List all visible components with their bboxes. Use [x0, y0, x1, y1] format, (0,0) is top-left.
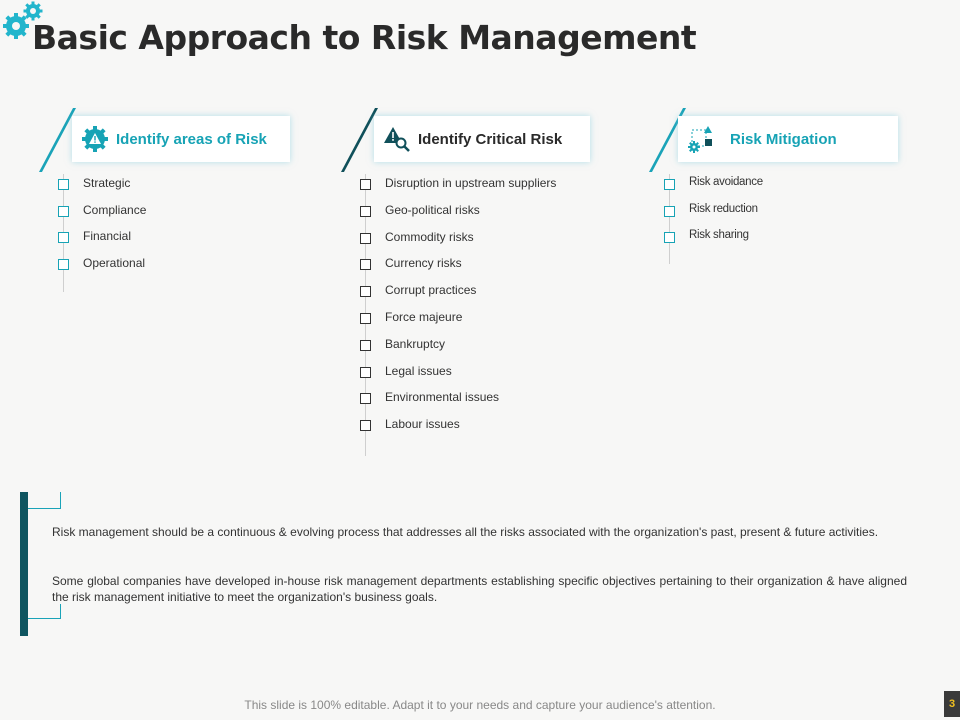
- note-paragraph: Some global companies have developed in-house risk management departments establishing specific objectives pertaining to their organization & have aligned the risk management initiative to meet the organization's business goals.: [52, 574, 907, 604]
- item-label: Currency risks: [385, 256, 462, 271]
- checkbox[interactable]: [58, 232, 69, 243]
- column-heading: Identify areas of Risk: [116, 130, 267, 148]
- checkbox[interactable]: [360, 206, 371, 217]
- checkbox[interactable]: [664, 232, 675, 243]
- checkbox[interactable]: [360, 340, 371, 351]
- note-corner: [28, 508, 60, 509]
- page-number: [944, 691, 960, 717]
- item-label: Strategic: [83, 176, 131, 190]
- summary-note: [20, 492, 910, 636]
- list-item: [360, 283, 556, 310]
- item-label: Risk avoidance: [689, 176, 763, 188]
- column-heading: Identify Critical Risk: [418, 130, 563, 148]
- column-header: [72, 116, 290, 162]
- note-accent-bar: [20, 492, 28, 636]
- page-title: Basic Approach to Risk Management: [32, 18, 697, 57]
- checkbox[interactable]: [360, 420, 371, 431]
- accent-slash: [39, 108, 76, 172]
- list-item: [664, 176, 763, 203]
- item-label: Operational: [83, 255, 146, 270]
- item-label: Corrupt practices: [385, 283, 477, 298]
- checkbox[interactable]: [360, 367, 371, 378]
- checkbox[interactable]: [58, 206, 69, 217]
- note-corner: [60, 604, 61, 619]
- column-heading: Risk Mitigation: [730, 130, 837, 148]
- checkbox[interactable]: [360, 286, 371, 297]
- checkbox[interactable]: [360, 259, 371, 270]
- checkbox[interactable]: [664, 206, 675, 217]
- item-label: Labour issues: [385, 417, 460, 432]
- list-item: [360, 256, 556, 283]
- column-header: [678, 116, 898, 162]
- page-number-value: 3: [948, 698, 956, 710]
- item-label: Financial: [83, 229, 132, 243]
- list-item: [360, 364, 556, 391]
- warning-search-icon: [382, 124, 412, 154]
- list-item: [360, 310, 556, 337]
- note-corner: [28, 618, 60, 619]
- note-paragraph: Risk management should be a continuous & evolving process that addresses all the risks associated with the organization's past, present & future activities.: [52, 525, 879, 539]
- item-label: Commodity risks: [385, 229, 474, 244]
- list-item: [58, 176, 146, 203]
- checkbox[interactable]: [58, 179, 69, 190]
- checkbox[interactable]: [664, 179, 675, 190]
- checkbox[interactable]: [360, 233, 371, 244]
- list-item: [360, 176, 556, 203]
- list-item: [360, 390, 556, 417]
- list-item: [360, 417, 556, 444]
- checkbox[interactable]: [360, 313, 371, 324]
- list-item: [58, 256, 146, 283]
- critical-risk-list: [360, 176, 556, 444]
- list-item: [360, 230, 556, 257]
- checkbox[interactable]: [360, 179, 371, 190]
- item-label: Force majeure: [385, 309, 463, 324]
- item-label: Environmental issues: [385, 390, 500, 405]
- item-label: Disruption in upstream suppliers: [385, 176, 557, 190]
- column-header: [374, 116, 590, 162]
- list-item: [664, 229, 763, 256]
- risk-areas-list: [58, 176, 146, 282]
- gear-warning-icon: [80, 124, 110, 154]
- list-item: [58, 229, 146, 256]
- item-label: Bankruptcy: [385, 336, 446, 351]
- list-item: [360, 203, 556, 230]
- note-corner: [60, 492, 61, 509]
- checkbox[interactable]: [58, 259, 69, 270]
- item-label: Legal issues: [385, 363, 452, 378]
- footer-text: This slide is 100% editable. Adapt it to your needs and capture your audience's attention.: [244, 698, 716, 712]
- risk-mitigation-list: [664, 176, 763, 256]
- gear-shapes-icon: [686, 124, 716, 154]
- item-label: Risk reduction: [689, 202, 758, 215]
- item-label: Compliance: [83, 202, 147, 217]
- list-item: [664, 203, 763, 230]
- checkbox[interactable]: [360, 393, 371, 404]
- list-item: [360, 337, 556, 364]
- list-item: [58, 203, 146, 230]
- accent-slash: [341, 108, 378, 172]
- item-label: Geo-political risks: [385, 202, 480, 217]
- item-label: Risk sharing: [689, 229, 749, 241]
